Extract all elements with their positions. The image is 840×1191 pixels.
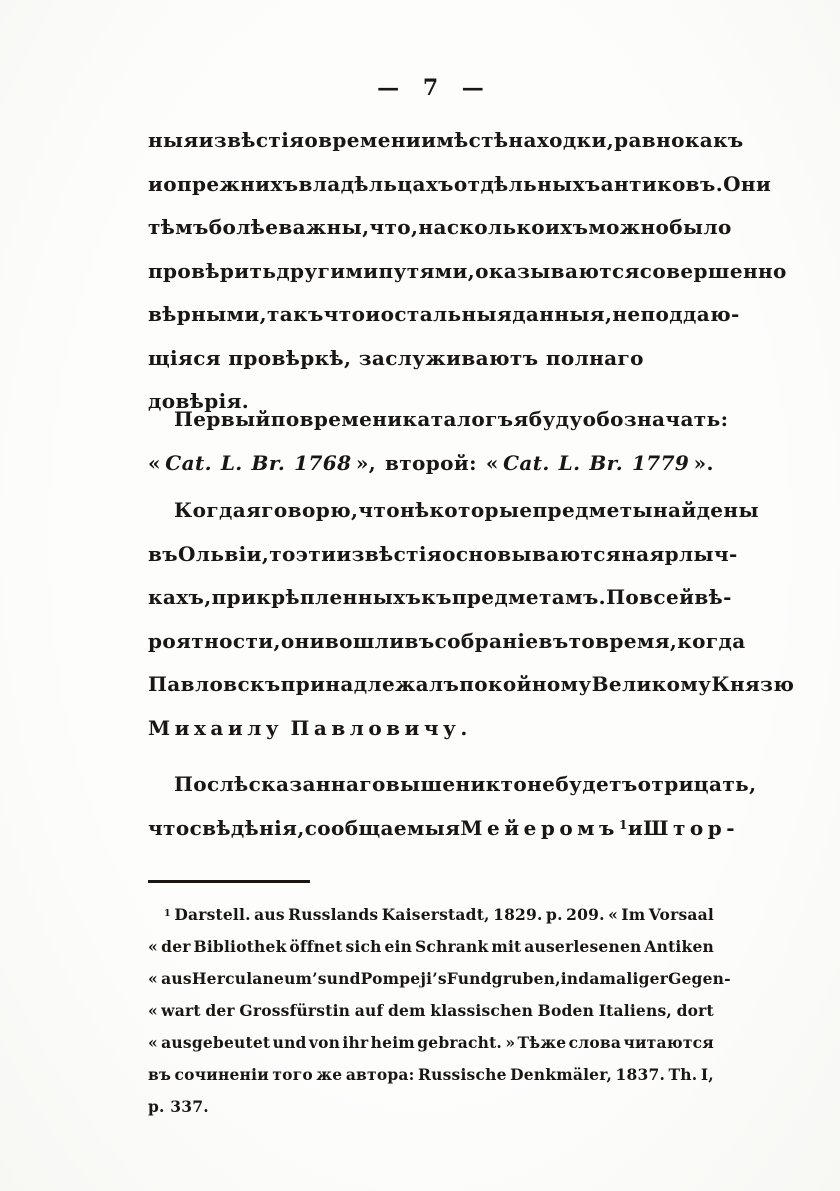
- word: собраніе: [434, 628, 539, 653]
- word: Darstell.: [174, 905, 251, 924]
- word: I,: [700, 1065, 714, 1084]
- word: въ: [538, 628, 569, 653]
- word: второй:: [384, 450, 477, 475]
- word: ярлыч-: [649, 541, 738, 566]
- word: По: [606, 585, 640, 609]
- word: Br.: [251, 450, 286, 475]
- word: не: [527, 772, 556, 796]
- word: извѣстія: [336, 541, 443, 566]
- word: in: [560, 969, 579, 988]
- word: Br.: [589, 450, 624, 475]
- word: всей: [639, 585, 695, 609]
- word: auserlesenen: [524, 937, 642, 956]
- word: по: [270, 407, 300, 431]
- word: остальныя: [380, 302, 513, 326]
- word: Kaiserstadt,: [381, 905, 490, 924]
- word: въ: [148, 1065, 172, 1084]
- word: не: [612, 302, 641, 326]
- word: Boden: [537, 1001, 595, 1020]
- footnote-separator-rule: [148, 880, 310, 883]
- word: прежнихъ: [176, 171, 299, 196]
- word: sich: [345, 937, 382, 956]
- word: времени: [318, 128, 422, 152]
- word: aus: [254, 905, 285, 924]
- word: сообщаемыя: [304, 815, 461, 840]
- text-line: [148, 620, 746, 664]
- word: же: [316, 1065, 343, 1084]
- word: путями,: [378, 258, 476, 283]
- word: 1837.: [615, 1065, 666, 1084]
- word: буду: [528, 407, 583, 431]
- word: Ольвіи,: [178, 541, 270, 566]
- word: Schrank: [414, 937, 489, 956]
- word: тѣмъ: [148, 215, 209, 239]
- word: Herculaneum’s: [191, 969, 327, 988]
- word: находки,: [508, 128, 615, 152]
- word: на: [621, 541, 650, 566]
- word: равно: [614, 128, 685, 152]
- word: оказываются: [475, 258, 640, 283]
- word: того: [272, 1065, 313, 1084]
- word: « wart: [148, 1001, 201, 1020]
- word: они: [280, 628, 325, 653]
- word: вѣрными,: [148, 302, 268, 326]
- word: и: [421, 128, 437, 152]
- paragraph: [148, 119, 787, 413]
- word: Послѣ: [174, 772, 249, 796]
- word: основываются: [442, 541, 622, 566]
- word: 337.: [170, 1097, 209, 1116]
- word: 1: [164, 907, 171, 919]
- word: der: [205, 1001, 235, 1020]
- text-line: [148, 763, 757, 807]
- word: Vorsaal: [648, 905, 714, 924]
- text-line: [148, 489, 759, 533]
- paragraph: [148, 398, 729, 485]
- word: когда: [677, 628, 746, 653]
- word: о: [163, 171, 177, 196]
- text-column: [148, 0, 795, 1123]
- word: другими: [276, 258, 379, 283]
- text-line: [148, 163, 772, 207]
- word: никто: [455, 772, 528, 796]
- word: совершенно: [639, 258, 787, 283]
- word: « ausgebeutet: [148, 1033, 271, 1052]
- paragraph: [148, 763, 757, 850]
- word: въ: [404, 628, 435, 653]
- word: то: [568, 628, 596, 653]
- word: p.: [546, 905, 563, 924]
- text-line: [148, 707, 714, 751]
- word: провѣркѣ,: [228, 345, 352, 370]
- word: такъ: [267, 302, 324, 326]
- text-line: [148, 931, 714, 963]
- word: слова: [568, 1033, 622, 1052]
- word: dem: [387, 1001, 426, 1020]
- word: Antiken: [644, 937, 714, 956]
- text-line: [148, 1059, 714, 1091]
- word: было: [669, 215, 732, 239]
- page-number: — 7 —: [377, 75, 485, 101]
- word: выше: [385, 772, 456, 796]
- word: Первый: [174, 407, 271, 431]
- word: Тѣже: [517, 1033, 567, 1052]
- word: найдены: [652, 498, 759, 522]
- word: Russische: [418, 1065, 507, 1084]
- text-line: [148, 963, 731, 995]
- word: auf: [354, 1001, 384, 1020]
- word: что: [148, 815, 190, 840]
- word: Fundgruben,: [446, 969, 561, 988]
- word: и: [148, 171, 164, 196]
- text-line: [148, 663, 795, 707]
- text-line: [148, 250, 787, 294]
- word: мѣстѣ: [436, 128, 509, 152]
- word: Grossfürstin: [239, 1001, 351, 1020]
- text-line: [148, 1091, 714, 1123]
- word: важны,: [278, 215, 370, 239]
- word: нѣкоторые: [399, 498, 533, 522]
- word: полнаго: [545, 345, 644, 370]
- footnote-block: [148, 899, 731, 1123]
- word: « Cat.: [485, 450, 550, 475]
- word: я: [246, 498, 262, 522]
- text-line: [148, 995, 714, 1027]
- word: ныя: [148, 128, 199, 152]
- word: Они: [723, 171, 772, 196]
- word: можно: [588, 215, 670, 239]
- word: Павловичу.: [290, 715, 472, 740]
- word: 209.: [566, 905, 605, 924]
- word: ихъ: [545, 215, 589, 239]
- word: und: [272, 1033, 307, 1052]
- word: ihr: [342, 1033, 369, 1052]
- word: о: [304, 128, 319, 152]
- word: von: [308, 1033, 341, 1052]
- word: « Cat.: [148, 450, 212, 475]
- word: Gegen-: [668, 969, 731, 988]
- word: обозначать:: [582, 407, 729, 431]
- word: отрицать,: [637, 772, 757, 796]
- word: Denkmäler,: [510, 1065, 613, 1084]
- text-line: [148, 807, 740, 851]
- text-line: [148, 576, 732, 620]
- word: кахъ,: [148, 585, 212, 609]
- text-line: [148, 293, 740, 337]
- word: и: [365, 302, 381, 326]
- word: говорю,: [261, 498, 359, 522]
- word: Михаилу: [148, 715, 284, 740]
- word: покойному: [459, 672, 592, 696]
- word: öffnet: [289, 937, 343, 956]
- word: свѣдѣнія,: [189, 815, 305, 840]
- word: Мейеромъ$^1$: [460, 815, 628, 840]
- paragraph: [148, 489, 795, 750]
- word: 1829.: [493, 905, 543, 924]
- word: Russlands: [288, 905, 379, 924]
- text-line: [148, 119, 744, 163]
- word: сколько: [446, 215, 546, 239]
- word: довѣрія.: [148, 389, 250, 413]
- word: къ: [421, 585, 452, 609]
- word: принадлежалъ: [280, 672, 460, 696]
- word: роятности,: [148, 628, 281, 653]
- text-line: [148, 398, 729, 442]
- word: щіяся: [148, 345, 221, 370]
- word: mit: [491, 937, 522, 956]
- word: то: [269, 541, 296, 566]
- word: « aus: [148, 969, 192, 988]
- word: Italiens,: [598, 1001, 672, 1020]
- word: 1779 ».: [631, 450, 714, 475]
- text-line: [148, 206, 732, 250]
- word: читаются: [623, 1033, 714, 1052]
- word: какъ: [684, 128, 744, 152]
- word: p.: [148, 1097, 165, 1116]
- word: Pompeji’s: [360, 969, 447, 988]
- word: владѣльцахъ: [298, 171, 454, 196]
- word: прикрѣпленныхъ: [211, 585, 422, 609]
- word: на: [418, 215, 447, 239]
- word: эти: [295, 541, 337, 566]
- word: сочиненіи: [174, 1065, 269, 1084]
- word: Когда: [174, 498, 247, 522]
- word: 1768 »,: [294, 450, 377, 475]
- word: Великому: [591, 672, 712, 696]
- word: что: [323, 302, 366, 326]
- word: въ: [148, 541, 179, 566]
- text-line: [148, 533, 738, 577]
- word: будетъ: [555, 772, 638, 796]
- text-line: [148, 337, 714, 413]
- text-line: [148, 442, 714, 486]
- word: вошли: [324, 628, 405, 653]
- word: Князю: [711, 672, 795, 696]
- word: антиковъ.: [600, 171, 724, 196]
- word: und: [326, 969, 361, 988]
- word: предметы: [532, 498, 653, 522]
- word: отдѣльныхъ: [453, 171, 601, 196]
- word: предметамъ.: [451, 585, 607, 609]
- word: данныя,: [512, 302, 613, 326]
- word: сказаннаго: [248, 772, 386, 796]
- word: Th.: [668, 1065, 698, 1084]
- word: L.: [558, 450, 581, 475]
- word: что: [358, 498, 400, 522]
- word: провѣрить: [148, 258, 277, 283]
- word: L.: [220, 450, 243, 475]
- word: что,: [369, 215, 419, 239]
- text-line: [148, 1027, 714, 1059]
- word: извѣстія: [198, 128, 305, 152]
- word: заслуживаютъ: [358, 345, 539, 370]
- main-text-block: [148, 119, 795, 850]
- word: ein: [384, 937, 413, 956]
- word: gebracht. »: [417, 1033, 516, 1052]
- word: каталогъ: [402, 407, 514, 431]
- word: dort: [676, 1001, 714, 1020]
- word: времени: [299, 407, 403, 431]
- word: damaliger: [578, 969, 669, 988]
- word: « Im: [608, 905, 646, 924]
- word: Bibliothek: [193, 937, 287, 956]
- word: я: [513, 407, 529, 431]
- word: время,: [595, 628, 678, 653]
- word: Павловскъ: [148, 672, 281, 696]
- word: вѣ-: [694, 585, 732, 609]
- word: и: [627, 815, 644, 840]
- word: болѣе: [208, 215, 279, 239]
- text-line: [148, 899, 714, 931]
- word: heim: [370, 1033, 415, 1052]
- word: klassischen: [430, 1001, 534, 1020]
- word: Штор-: [643, 815, 740, 840]
- word: « der: [148, 937, 191, 956]
- word: поддаю-: [640, 302, 740, 326]
- word: автора:: [345, 1065, 415, 1084]
